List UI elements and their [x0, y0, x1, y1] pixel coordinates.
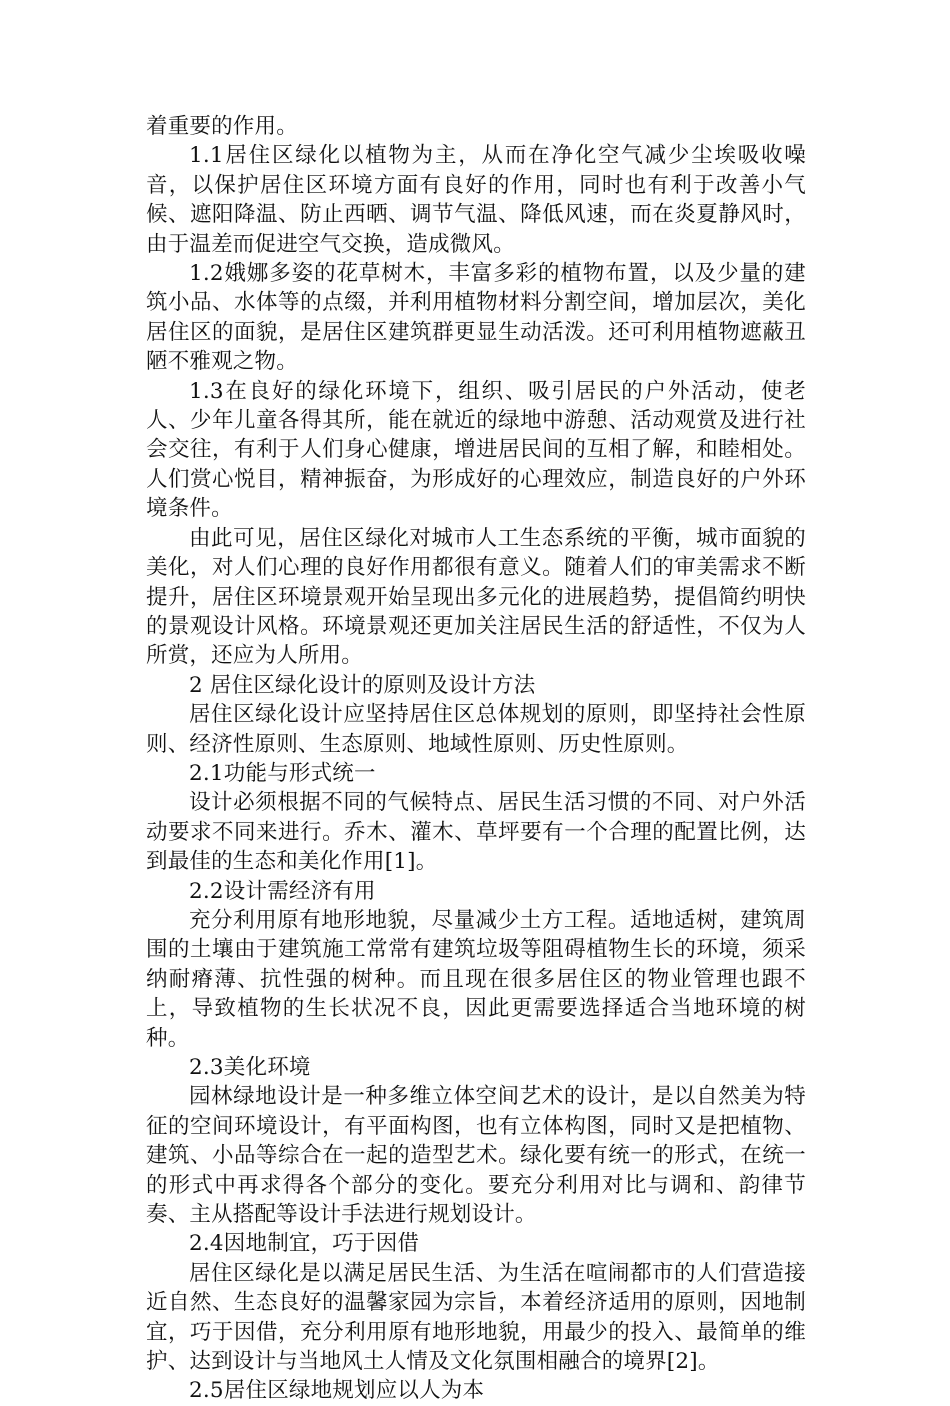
paragraph-1-3: 1.3在良好的绿化环境下，组织、吸引居民的户外活动，使老人、少年儿童各得其所，能在就近的绿地中游憩、活动观赏及进行社会交往，有利于人们身心健康，增进居民间的互相了解，和睦相处。人们赏心悦目，精神振奋，为形成好的心理效应，制造良好的户外环境条件。 — [146, 378, 806, 522]
paragraph-2-2: 充分利用原有地形地貌，尽量减少土方工程。适地适树，建筑周围的土壤由于建筑施工常常有建筑垃圾等阻碍植物生长的环境，须采纳耐瘠薄、抗性强的树种。而且现在很多居住区的物业管理也跟不上，导致植物的生长状况不良，因此更需要选择适合当地环境的树种。 — [146, 907, 806, 1051]
subheading-2-1: 2.1功能与形式统一 — [189, 760, 376, 786]
paragraph-2-3: 园林绿地设计是一种多维立体空间艺术的设计，是以自然美为特征的空间环境设计，有平面构图，也有立体构图，同时又是把植物、建筑、小品等综合在一起的造型艺术。绿化要有统一的形式，在统一的形式中再求得各个部分的变化。要充分利用对比与调和、韵律节奏、主从搭配等设计手法进行规划设计。 — [146, 1084, 806, 1228]
subheading-2-2: 2.2设计需经济有用 — [189, 878, 376, 904]
subheading-2-4: 2.4因地制宜，巧于因借 — [189, 1231, 420, 1257]
paragraph-2-1: 设计必须根据不同的气候特点、居民生活习惯的不同、对户外活动要求不同来进行。乔木、灌木、草坪要有一个合理的配置比例，达到最佳的生态和美化作用[1]。 — [146, 790, 806, 875]
paragraph-summary: 由此可见，居住区绿化对城市人工生态系统的平衡，城市面貌的美化，对人们心理的良好作用都很有意义。随着人们的审美需求不断提升，居住区环境景观开始呈现出多元化的进展趋势，提倡简约明快的景观设计风格。环境景观还更加关注居民生活的舒适性，不仅为人所赏，还应为人所用。 — [146, 525, 806, 669]
subheading-2-5: 2.5居住区绿地规划应以人为本 — [189, 1378, 485, 1404]
subheading-2-3: 2.3美化环境 — [189, 1055, 311, 1080]
paragraph-1-1: 1.1居住区绿化以植物为主，从而在净化空气减少尘埃吸收噪音，以保护居住区环境方面有良好的作用，同时也有利于改善小气候、遮阳降温、防止西晒、调节气温、降低风速，而在炎夏静风时，由于温差而促进空气交换，造成微风。 — [146, 143, 806, 257]
paragraph-1-2: 1.2娥娜多姿的花草树木，丰富多彩的植物布置，以及少量的建筑小品、水体等的点缀，并利用植物材料分割空间，增加层次，美化居住区的面貌，是居住区建筑群更显生动活泼。还可利用植物遮蔽丑陋不雅观之物。 — [146, 261, 806, 375]
paragraph: 着重要的作用。 — [146, 114, 298, 139]
paragraph-2-4: 居住区绿化是以满足居民生活、为生活在喧闹都市的人们营造接近自然、生态良好的温馨家园为宗旨，本着经济适用的原则，因地制宜，巧于因借，充分利用原有地形地貌，用最少的投入、最简单的维护、达到设计与当地风土人情及文化氛围相融合的境界[2]。 — [146, 1260, 806, 1375]
document-body — [146, 112, 806, 1406]
paragraph-principles: 居住区绿化设计应坚持居住区总体规划的原则，即坚持社会性原则、经济性原则、生态原则、地域性原则、历史性原则。 — [146, 702, 806, 757]
section-heading-2: 2 居住区绿化设计的原则及设计方法 — [189, 672, 536, 698]
